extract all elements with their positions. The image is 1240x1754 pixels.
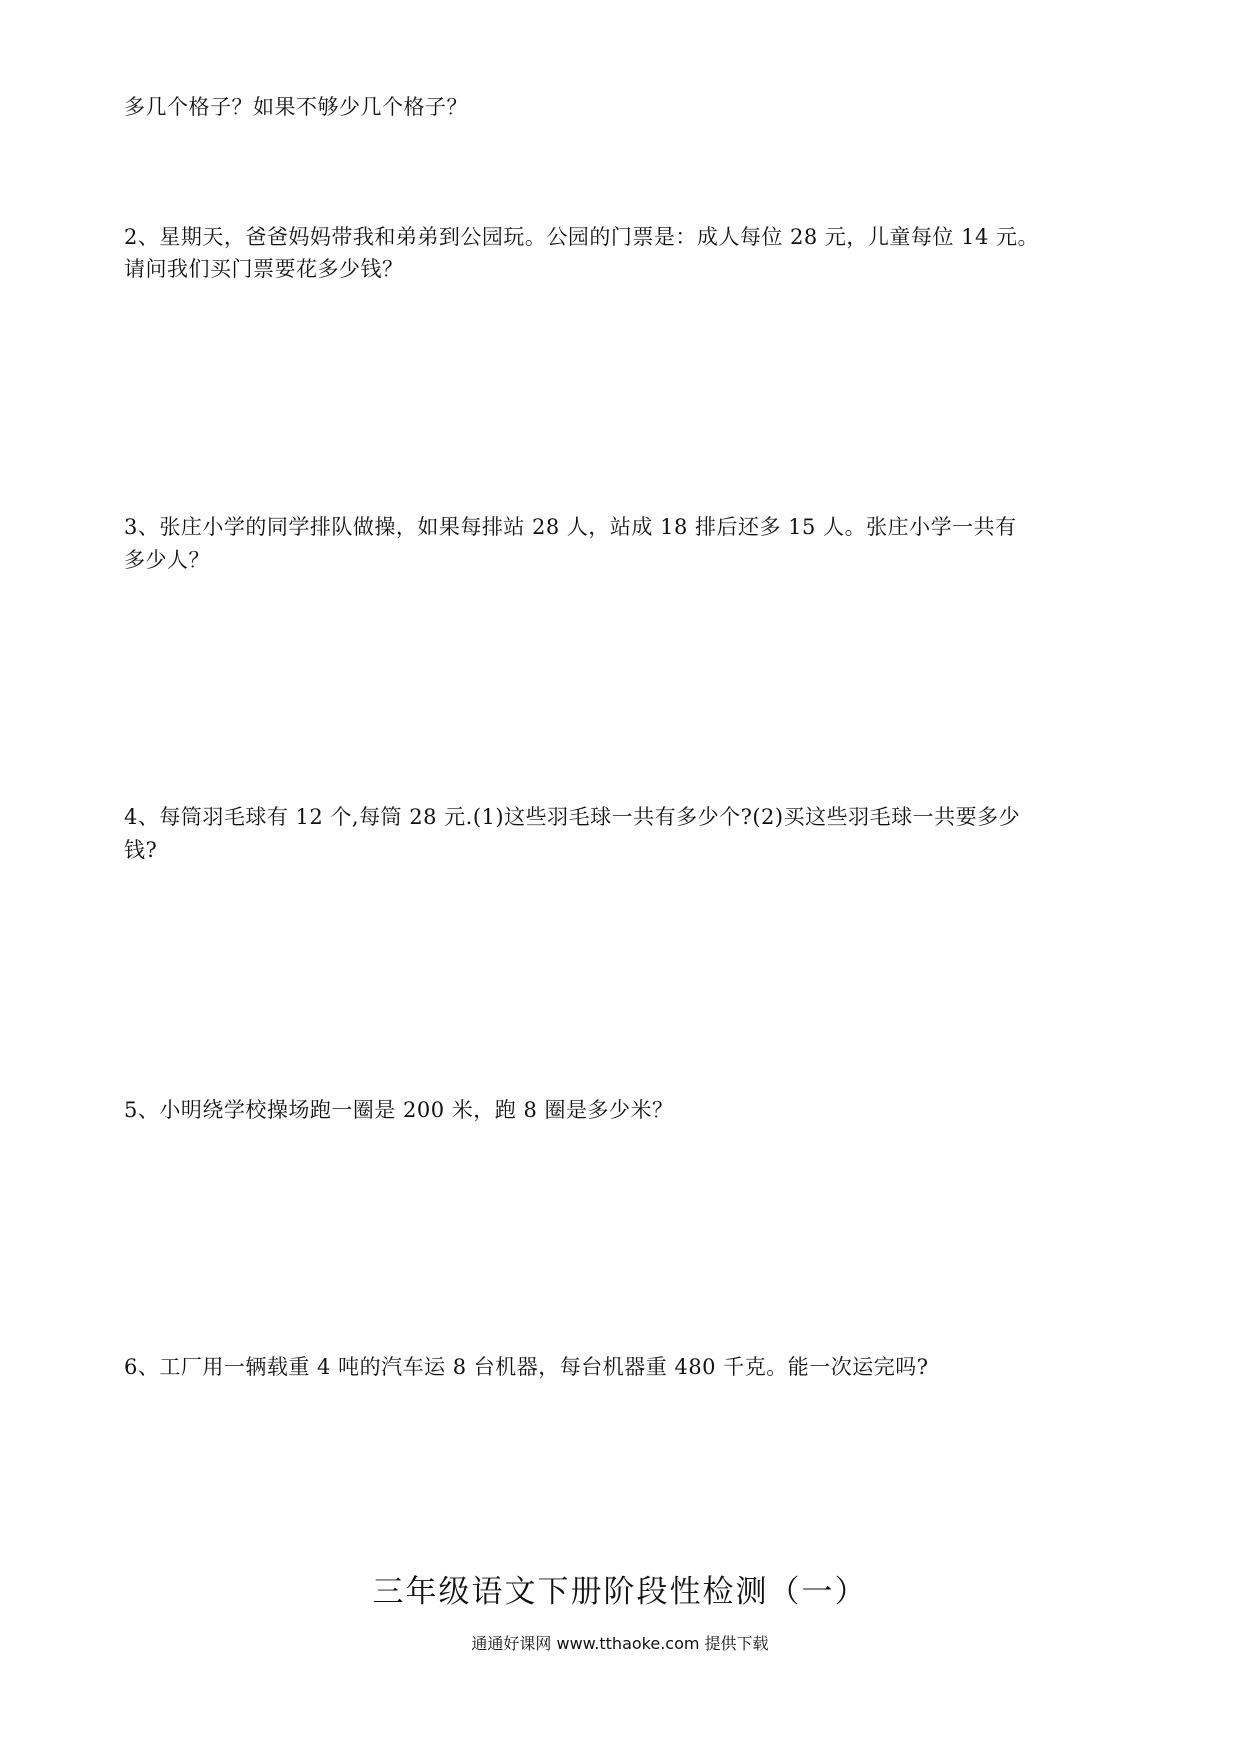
problem-3-line-1: 3、张庄小学的同学排队做操，如果每排站 28 人，站成 18 排后还多 15 人。张庄小学一共有 <box>124 515 1017 539</box>
page-title: 三年级语文下册阶段性检测（一） <box>372 1574 868 1610</box>
problem-6-line-1: 6、工厂用一辆载重 4 吨的汽车运 8 台机器，每台机器重 480 千克。能一次运完吗? <box>124 1355 929 1379</box>
problem-4-line-1: 4、每筒羽毛球有 12 个,每筒 28 元.(1)这些羽毛球一共有多少个?(2)买这些羽毛球一共要多少 <box>124 805 1021 829</box>
footer-text: 通通好课网 www.tthaoke.com 提供下载 <box>471 1634 769 1653</box>
problem-2-line-1: 2、星期天，爸爸妈妈带我和弟弟到公园玩。公园的门票是：成人每位 28 元，儿童每位 14 元。 <box>124 225 1040 249</box>
problem-3-line-2: 多少人？ <box>124 548 210 572</box>
problem-4-line-2: 钱? <box>124 838 158 862</box>
problem-1-continuation: 多几个格子？如果不够少几个格子？ <box>124 95 468 119</box>
problem-2-line-2: 请问我们买门票要花多少钱？ <box>124 257 404 281</box>
problem-5-line-1: 5、小明绕学校操场跑一圈是 200 米，跑 8 圈是多少米？ <box>124 1098 674 1122</box>
